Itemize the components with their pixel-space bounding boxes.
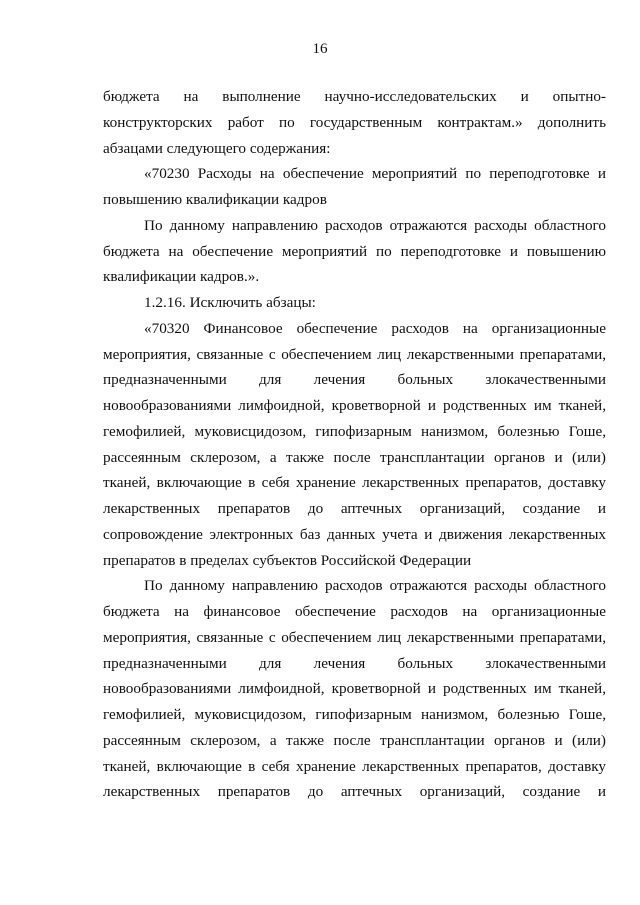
paragraph-description-70320: По данному направлению расходов отражаются расходы областного бюджета на финансовое обеспечение расходов на организационные мероприятия, связанные с обеспечением лиц лекарственными препаратами, предназначенными для лечения больных злокачественными новообразованиями лимфоидной, кроветворной и родственных им тканей, гемофилией, муковисцидозом, гипофизарным нанизмом, болезнью Гоше, рассеянным склерозом, а также после трансплантации органов и (или) тканей, включающие в себя хранение лекарственных препаратов, доставку лекарственных препаратов до аптечных организаций, создание и [103, 577, 606, 801]
document-body [103, 84, 606, 805]
page-number: 16 [312, 41, 328, 57]
paragraph-code-70230: «70230 Расходы на обеспечение мероприятий по переподготовке и повышению квалификации кадров [103, 165, 606, 208]
paragraph-description-70230: По данному направлению расходов отражаются расходы областного бюджета на обеспечение мероприятий по переподготовке и повышению квалификации кадров.». [103, 216, 606, 286]
paragraph-code-70320: «70320 Финансовое обеспечение расходов на организационные мероприятия, связанные с обеспечением лиц лекарственными препаратами, предназначенными для лечения больных злокачественными новообразованиями лимфоидной, кроветворной и родственных им тканей, гемофилией, муковисцидозом, гипофизарным нанизмом, болезнью Гоше, рассеянным склерозом, а также после трансплантации органов и (или) тканей, включающие в себя хранение лекарственных препаратов, доставку лекарственных препаратов до аптечных организаций, создание и сопровождение электронных баз данных учета и движения лекарственных препаратов в пределах субъектов Российской Федерации [103, 319, 606, 569]
paragraph-continuation: бюджета на выполнение научно-исследовательских и опытно-конструкторских работ по государственным контрактам.» дополнить абзацами следующего содержания: [103, 88, 606, 157]
paragraph-item-1-2-16: 1.2.16. Исключить абзацы: [144, 294, 316, 311]
